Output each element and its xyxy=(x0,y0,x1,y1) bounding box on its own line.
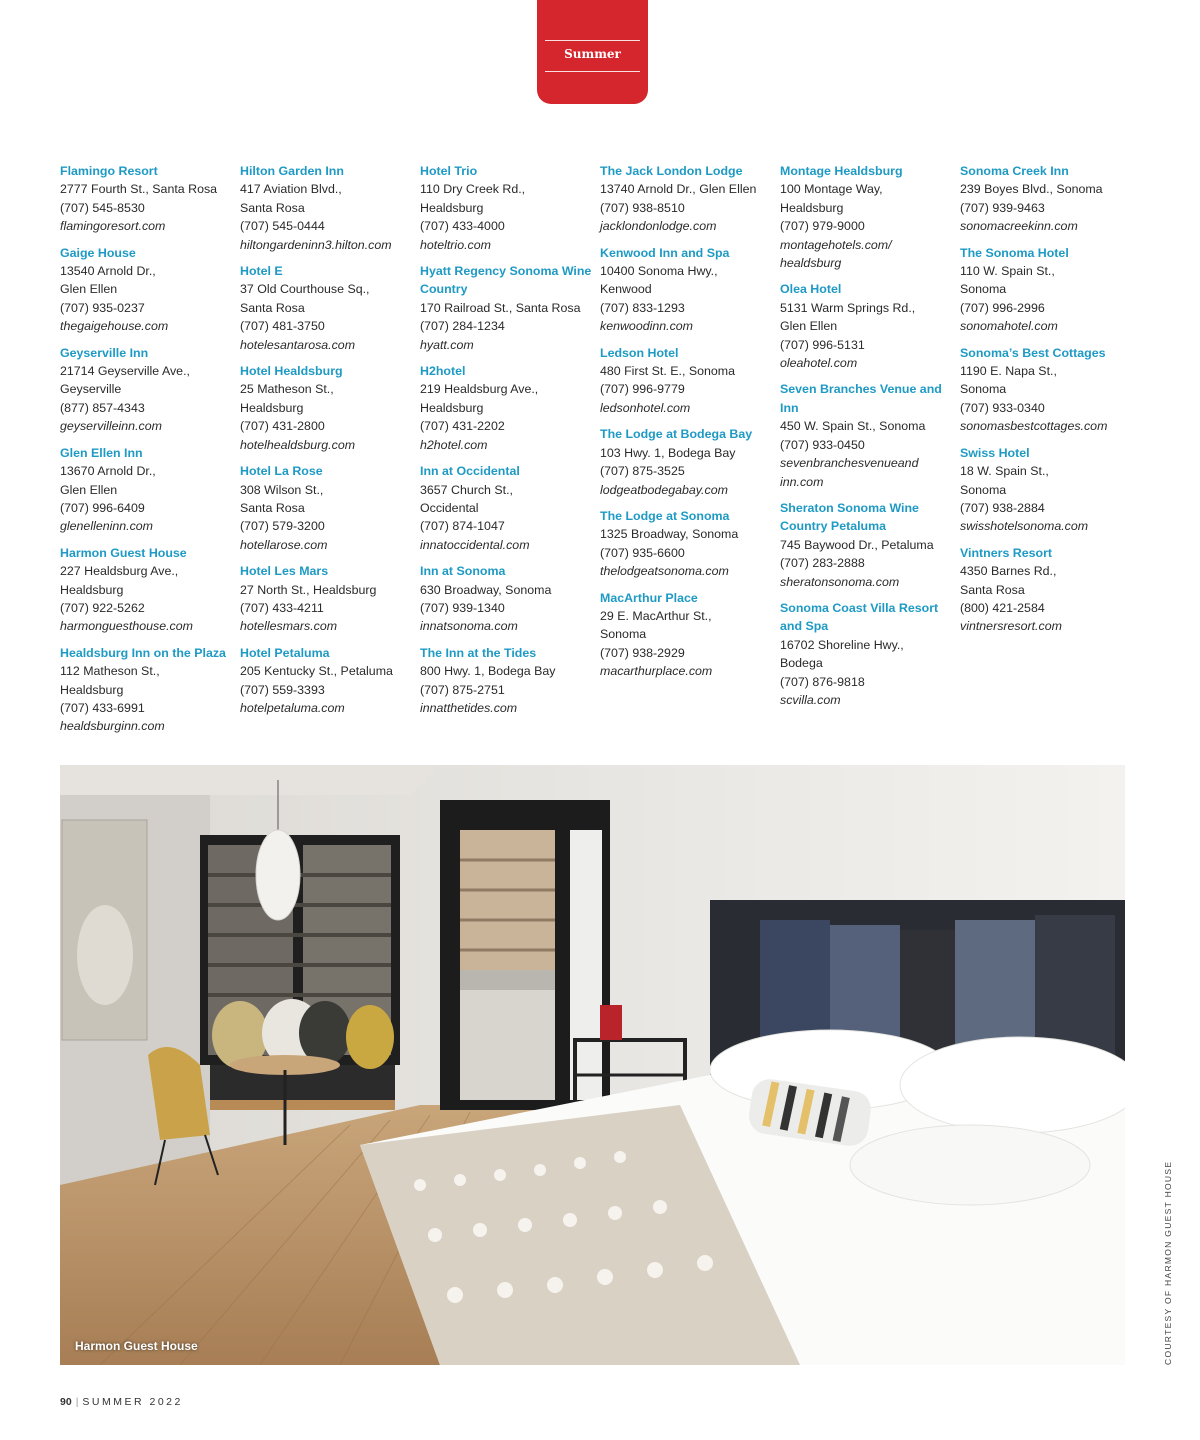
hotel-detail: 800 Hwy. 1, Bodega Bay xyxy=(420,664,556,679)
hotel-website: innatoccidental.com xyxy=(420,537,530,552)
hotel-detail: Sonoma xyxy=(960,382,1007,397)
hotel-detail: Healdsburg xyxy=(420,200,484,215)
hotel-website: montagehotels.com/ healdsburg xyxy=(780,237,892,271)
hotel-website: hiltongardeninn3.hilton.com xyxy=(240,237,392,252)
hotel-detail: 110 Dry Creek Rd., xyxy=(420,182,526,197)
hotel-name: Hilton Garden Inn xyxy=(240,164,344,178)
hotel-website: scvilla.com xyxy=(780,692,841,707)
hotel-detail: 100 Montage Way, xyxy=(780,182,883,197)
hotel-detail: 25 Matheson St., xyxy=(240,382,334,397)
hotel-name: Inn at Occidental xyxy=(420,464,520,479)
hotel-detail: (800) 421-2584 xyxy=(960,600,1045,615)
hotel-name: The Jack London Lodge xyxy=(600,164,743,178)
hotel-detail: (707) 545-8530 xyxy=(60,200,145,215)
hotel-name: Swiss Hotel xyxy=(960,445,1030,460)
hotel-detail: (707) 933-0450 xyxy=(780,437,865,452)
hotel-website: hoteltrio.com xyxy=(420,237,491,252)
tab-rule-bottom xyxy=(545,71,640,72)
hotel-detail: (707) 875-2751 xyxy=(420,682,505,697)
hotel-detail: 308 Wilson St., xyxy=(240,482,324,497)
hotel-detail: Geyserville xyxy=(60,382,122,397)
hotel-detail: (707) 545-0444 xyxy=(240,219,325,234)
hotel-website: lodgeatbodegabay.com xyxy=(600,482,728,497)
hotel-entry xyxy=(960,344,1140,436)
hotel-detail: 1325 Broadway, Sonoma xyxy=(600,527,739,542)
page-footer xyxy=(60,1396,183,1408)
hotel-name: Geyserville Inn xyxy=(60,345,149,360)
hotel-detail: 205 Kentucky St., Petaluma xyxy=(240,664,393,679)
hotel-entry xyxy=(960,544,1140,636)
hotel-room-photo xyxy=(60,765,1125,1365)
hotel-detail: (707) 939-9463 xyxy=(960,200,1045,215)
hotel-entry xyxy=(960,244,1140,336)
hotel-detail: (707) 938-2884 xyxy=(960,500,1045,515)
hotel-website: sonomahotel.com xyxy=(960,319,1058,334)
hotel-entry xyxy=(420,462,600,554)
hotel-website: flamingoresort.com xyxy=(60,219,166,234)
hotel-name: The Inn at the Tides xyxy=(420,645,537,660)
hotel-website: h2hotel.com xyxy=(420,437,488,452)
hotel-detail: Santa Rosa xyxy=(960,582,1025,597)
hotel-entry xyxy=(60,544,240,636)
hotel-name: Hotel La Rose xyxy=(240,464,323,479)
bedroom-illustration xyxy=(60,765,1125,1365)
photo-credit: COURTESY OF HARMON GUEST HOUSE xyxy=(1163,1160,1173,1365)
hotel-name: Hotel Healdsburg xyxy=(240,364,343,379)
footer-separator: | xyxy=(75,1396,79,1408)
hotel-detail: 630 Broadway, Sonoma xyxy=(420,582,552,597)
tab-rule-top xyxy=(545,40,640,41)
hotel-entry xyxy=(420,162,600,254)
hotel-detail: (877) 857-4343 xyxy=(60,400,145,415)
hotel-detail: Glen Ellen xyxy=(60,282,118,297)
hotel-website: hotellarose.com xyxy=(240,537,328,552)
hotel-entry xyxy=(600,344,780,418)
hotel-name: Sheraton Sonoma Wine Country Petaluma xyxy=(780,500,919,534)
hotel-name: Glen Ellen Inn xyxy=(60,445,143,460)
photo-caption: Harmon Guest House xyxy=(75,1339,198,1353)
hotel-detail: (707) 996-9779 xyxy=(600,382,685,397)
hotel-website: harmonguesthouse.com xyxy=(60,619,193,634)
listing-column xyxy=(240,162,420,744)
section-label: Summer xyxy=(564,47,621,61)
hotel-detail: (707) 559-3393 xyxy=(240,682,325,697)
hotel-detail: (707) 935-0237 xyxy=(60,300,145,315)
hotel-detail: 27 North St., Healdsburg xyxy=(240,582,377,597)
hotel-detail: Healdsburg xyxy=(60,582,124,597)
hotel-entry xyxy=(60,644,240,736)
hotel-name: Ledson Hotel xyxy=(600,345,679,360)
hotel-detail: 450 W. Spain St., Sonoma xyxy=(780,419,926,434)
hotel-entry xyxy=(240,562,420,636)
hotel-detail: 112 Matheson St., xyxy=(60,664,160,679)
hotel-website: jacklondonlodge.com xyxy=(600,219,717,234)
hotel-entry xyxy=(780,499,960,591)
hotel-name: MacArthur Place xyxy=(600,590,698,605)
hotel-entry xyxy=(600,425,780,499)
listing-column xyxy=(600,162,780,744)
hotel-website: sevenbranchesvenueand inn.com xyxy=(780,456,919,489)
hotel-name: Hyatt Regency Sonoma Wine Country xyxy=(420,264,592,297)
hotel-detail: Healdsburg xyxy=(240,400,304,415)
hotel-website: thegaigehouse.com xyxy=(60,319,169,334)
hotel-detail: Healdsburg xyxy=(780,200,844,215)
hotel-website: sonomasbestcottages.com xyxy=(960,419,1108,434)
hotel-detail: (707) 431-2800 xyxy=(240,419,325,434)
hotel-name: Harmon Guest House xyxy=(60,545,187,560)
hotel-name: Healdsburg Inn on the Plaza xyxy=(60,645,226,660)
hotel-entry xyxy=(600,162,780,236)
hotel-website: hotelhealdsburg.com xyxy=(240,437,356,452)
hotel-name: Olea Hotel xyxy=(780,282,842,297)
hotel-detail: 227 Healdsburg Ave., xyxy=(60,564,179,579)
listing-column xyxy=(960,162,1140,744)
hotel-name: Hotel Trio xyxy=(420,164,478,178)
hotel-detail: 13670 Arnold Dr., xyxy=(60,464,156,479)
hotel-website: oleahotel.com xyxy=(780,356,858,371)
hotel-name: Hotel E xyxy=(240,264,283,279)
hotel-detail: (707) 938-2929 xyxy=(600,645,685,660)
hotel-entry xyxy=(600,244,780,336)
hotel-detail: 239 Boyes Blvd., Sonoma xyxy=(960,182,1103,197)
hotel-detail: (707) 933-0340 xyxy=(960,400,1045,415)
hotel-detail: Glen Ellen xyxy=(60,482,118,497)
hotel-detail: 13740 Arnold Dr., Glen Ellen xyxy=(600,182,757,197)
hotel-website: ledsonhotel.com xyxy=(600,400,691,415)
hotel-detail: (707) 875-3525 xyxy=(600,464,685,479)
hotel-website: swisshotelsonoma.com xyxy=(960,519,1089,534)
issue-label: SUMMER 2022 xyxy=(82,1396,183,1408)
hotel-detail: Sonoma xyxy=(960,482,1007,497)
hotel-detail: (707) 433-4000 xyxy=(420,219,505,234)
hotel-entry xyxy=(60,444,240,536)
hotel-detail: (707) 431-2202 xyxy=(420,419,505,434)
hotel-detail: 4350 Barnes Rd., xyxy=(960,564,1057,579)
hotel-detail: (707) 935-6600 xyxy=(600,545,685,560)
hotel-detail: Bodega xyxy=(780,656,823,671)
hotel-entry xyxy=(420,262,600,354)
hotel-detail: 103 Hwy. 1, Bodega Bay xyxy=(600,445,736,460)
hotel-detail: Sonoma xyxy=(960,282,1007,297)
hotel-detail: 5131 Warm Springs Rd., xyxy=(780,300,916,315)
hotel-entry xyxy=(780,162,960,272)
hotel-entry xyxy=(240,262,420,354)
hotel-website: hotelesantarosa.com xyxy=(240,337,356,352)
hotel-website: thelodgeatsonoma.com xyxy=(600,564,729,579)
hotel-detail: 13540 Arnold Dr., xyxy=(60,264,156,279)
hotel-name: The Lodge at Bodega Bay xyxy=(600,427,753,442)
hotel-website: hotelpetaluma.com xyxy=(240,700,345,715)
hotel-detail: Sonoma xyxy=(600,627,647,642)
hotel-detail: (707) 996-5131 xyxy=(780,337,865,352)
hotel-detail: 3657 Church St., xyxy=(420,482,513,497)
hotel-entry xyxy=(60,244,240,336)
hotel-name: Sonoma Coast Villa Resort and Spa xyxy=(780,600,939,634)
hotel-name: The Lodge at Sonoma xyxy=(600,508,730,523)
hotel-detail: (707) 433-6991 xyxy=(60,700,145,715)
hotel-detail: (707) 283-2888 xyxy=(780,556,865,571)
hotel-entry xyxy=(600,589,780,681)
hotel-entry xyxy=(240,644,420,718)
hotel-entry xyxy=(780,599,960,709)
hotel-entry xyxy=(240,162,420,254)
hotel-name: The Sonoma Hotel xyxy=(960,245,1069,260)
hotel-name: Inn at Sonoma xyxy=(420,564,506,579)
hotel-name: Vintners Resort xyxy=(960,545,1053,560)
hotel-detail: Healdsburg xyxy=(60,682,124,697)
hotel-detail: (707) 433-4211 xyxy=(240,600,324,615)
hotel-name: Flamingo Resort xyxy=(60,164,158,178)
hotel-detail: Occidental xyxy=(420,500,479,515)
hotel-website: innatsonoma.com xyxy=(420,619,518,634)
hotel-entry xyxy=(60,344,240,436)
hotel-detail: Glen Ellen xyxy=(780,319,838,334)
hotel-detail: 29 E. MacArthur St., xyxy=(600,608,712,623)
hotel-website: sheratonsonoma.com xyxy=(780,574,900,589)
hotel-detail: (707) 833-1293 xyxy=(600,300,685,315)
hotel-detail: Healdsburg xyxy=(420,400,484,415)
hotel-entry xyxy=(600,507,780,581)
hotel-detail: Santa Rosa xyxy=(240,300,305,315)
hotel-entry xyxy=(240,462,420,554)
hotel-detail: Santa Rosa xyxy=(240,500,305,515)
hotel-detail: 219 Healdsburg Ave., xyxy=(420,382,539,397)
hotel-listing xyxy=(60,162,1170,744)
hotel-detail: (707) 996-6409 xyxy=(60,500,145,515)
hotel-detail: (707) 922-5262 xyxy=(60,600,145,615)
hotel-detail: (707) 876-9818 xyxy=(780,674,865,689)
hotel-detail: (707) 284-1234 xyxy=(420,319,505,334)
hotel-name: Sonoma Creek Inn xyxy=(960,164,1069,178)
hotel-detail: 745 Baywood Dr., Petaluma xyxy=(780,537,934,552)
hotel-entry xyxy=(420,644,600,718)
hotel-website: hotellesmars.com xyxy=(240,619,338,634)
listing-column xyxy=(60,162,240,744)
hotel-detail: (707) 979-9000 xyxy=(780,219,865,234)
hotel-name: Hotel Petaluma xyxy=(240,645,330,660)
hotel-detail: 480 First St. E., Sonoma xyxy=(600,364,735,379)
hotel-detail: 417 Aviation Blvd., xyxy=(240,182,342,197)
hotel-detail: 2777 Fourth St., Santa Rosa xyxy=(60,182,218,197)
hotel-website: macarthurplace.com xyxy=(600,664,713,679)
hotel-detail: (707) 938-8510 xyxy=(600,200,685,215)
hotel-entry xyxy=(420,562,600,636)
hotel-detail: 170 Railroad St., Santa Rosa xyxy=(420,300,581,315)
hotel-entry xyxy=(960,162,1140,236)
hotel-website: geyservilleinn.com xyxy=(60,419,162,434)
hotel-name: Gaige House xyxy=(60,245,136,260)
hotel-website: glenelleninn.com xyxy=(60,519,153,534)
hotel-detail: (707) 874-1047 xyxy=(420,519,505,534)
hotel-name: Kenwood Inn and Spa xyxy=(600,245,730,260)
hotel-detail: (707) 481-3750 xyxy=(240,319,325,334)
page-number: 90 xyxy=(60,1396,72,1408)
hotel-entry xyxy=(780,380,960,490)
hotel-name: H2hotel xyxy=(420,364,466,379)
hotel-detail: (707) 996-2996 xyxy=(960,300,1045,315)
listing-column xyxy=(780,162,960,744)
listing-column xyxy=(420,162,600,744)
hotel-website: vintnersresort.com xyxy=(960,619,1062,634)
hotel-name: Sonoma’s Best Cottages xyxy=(960,345,1106,360)
hotel-detail: 10400 Sonoma Hwy., xyxy=(600,264,718,279)
hotel-detail: 21714 Geyserville Ave., xyxy=(60,364,190,379)
hotel-detail: (707) 579-3200 xyxy=(240,519,325,534)
hotel-website: hyatt.com xyxy=(420,337,474,352)
hotel-detail: 37 Old Courthouse Sq., xyxy=(240,282,370,297)
section-tab xyxy=(537,0,648,104)
hotel-entry xyxy=(960,444,1140,536)
hotel-name: Seven Branches Venue and Inn xyxy=(780,382,942,415)
hotel-website: sonomacreekinn.com xyxy=(960,219,1078,234)
hotel-website: healdsburginn.com xyxy=(60,719,165,734)
hotel-detail: 18 W. Spain St., xyxy=(960,464,1049,479)
hotel-entry xyxy=(420,362,600,454)
hotel-detail: 16702 Shoreline Hwy., xyxy=(780,637,904,652)
hotel-detail: 1190 E. Napa St., xyxy=(960,364,1057,379)
hotel-entry xyxy=(240,362,420,454)
hotel-name: Montage Healdsburg xyxy=(780,164,903,178)
hotel-detail: (707) 939-1340 xyxy=(420,600,505,615)
hotel-detail: Kenwood xyxy=(600,282,652,297)
hotel-detail: 110 W. Spain St., xyxy=(960,264,1055,279)
hotel-name: Hotel Les Mars xyxy=(240,564,329,579)
hotel-website: kenwoodinn.com xyxy=(600,319,693,334)
hotel-entry xyxy=(60,162,240,236)
hotel-website: innatthetides.com xyxy=(420,700,518,715)
hotel-entry xyxy=(780,280,960,372)
hotel-detail: Santa Rosa xyxy=(240,200,305,215)
